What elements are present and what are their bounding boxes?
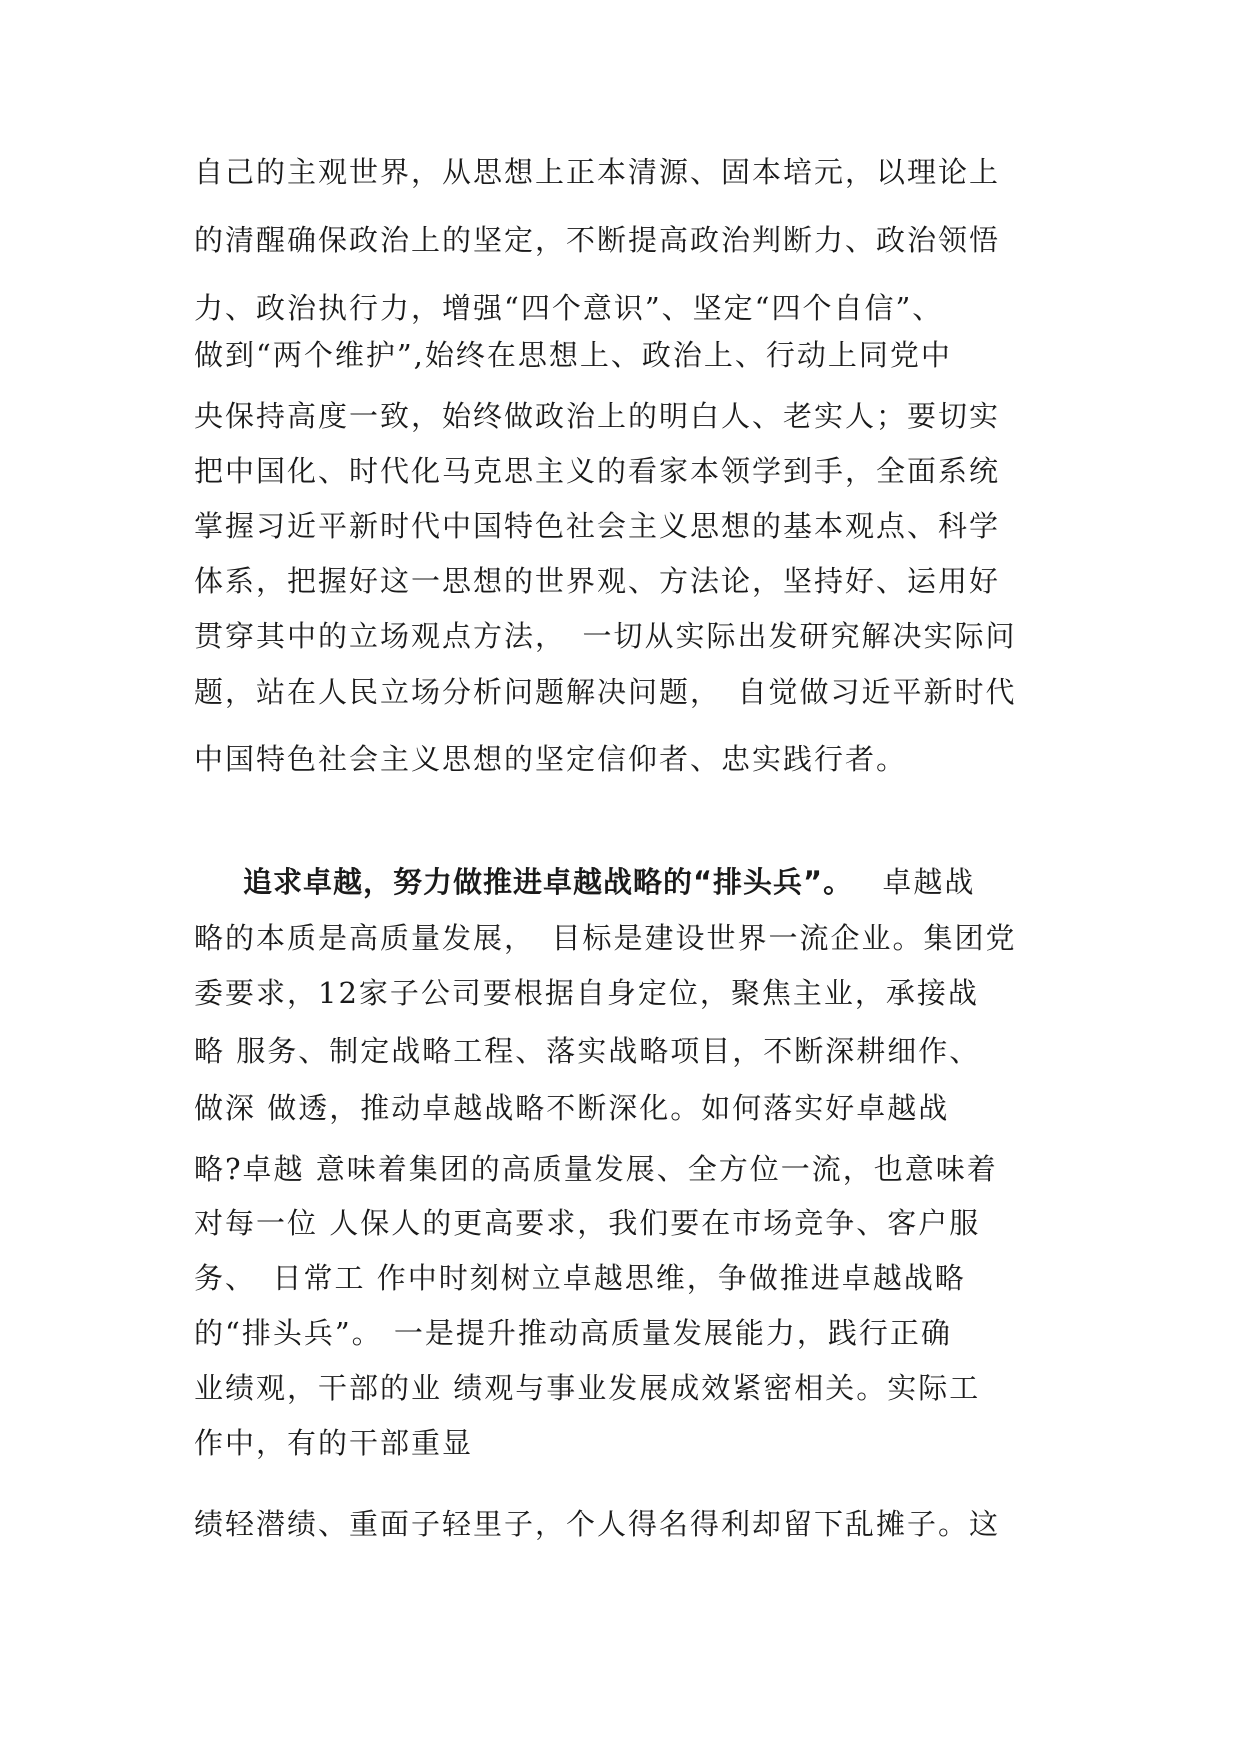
paragraph-2-line-11: 作中，有的干部重显 <box>194 1426 474 1460</box>
paragraph-1-line-4: 做到“两个维护”,始终在思想上、政治上、行动上同党中 <box>194 338 952 372</box>
paragraph-2-line-4: 略 服务、制定战略工程、落实战略项目，不断深耕细作、 <box>194 1034 981 1068</box>
paragraph-1-line-10: 题，站在人民立场分析问题解决问题， 自觉做习近平新时代 <box>194 675 1017 709</box>
paragraph-1-line-7: 掌握习近平新时代中国特色社会主义思想的基本观点、科学 <box>194 509 1001 543</box>
paragraph-1-line-11: 中国特色社会主义思想的坚定信仰者、忠实践行者。 <box>194 742 908 776</box>
paragraph-2-line-3: 委要求，12家子公司要根据自身定位，聚焦主业，承接战 <box>194 976 979 1010</box>
paragraph-1-line-5: 央保持高度一致，始终做政治上的明白人、老实人；要切实 <box>194 399 1001 433</box>
paragraph-2-line-5: 做深 做透，推动卓越战略不断深化。如何落实好卓越战 <box>194 1091 950 1125</box>
paragraph-2-line-6: 略?卓越 意味着集团的高质量发展、全方位一流，也意味着 <box>194 1152 998 1186</box>
paragraph-1-line-6: 把中国化、时代化马克思主义的看家本领学到手，全面系统 <box>194 454 1001 488</box>
paragraph-2-first-line-rest: 卓越战 <box>882 865 976 899</box>
section-heading: 追求卓越，努力做推进卓越战略的“排头兵”。 <box>243 865 854 899</box>
paragraph-2-line-10: 业绩观，干部的业 绩观与事业发展成效紧密相关。实际工 <box>194 1371 981 1405</box>
paragraph-1-line-8: 体系，把握好这一思想的世界观、方法论，坚持好、运用好 <box>194 564 1001 598</box>
paragraph-2-line-9: 的“排头兵”。 一是提升推动高质量发展能力，践行正确 <box>194 1316 952 1350</box>
paragraph-2-line-2: 略的本质是高质量发展， 目标是建设世界一流企业。集团党 <box>194 921 1017 955</box>
paragraph-2-line-8: 务、 日常工 作中时刻树立卓越思维，争做推进卓越战略 <box>194 1261 966 1295</box>
paragraph-1-line-2: 的清醒确保政治上的坚定，不断提高政治判断力、政治领悟 <box>194 223 1001 257</box>
paragraph-3-line-1: 绩轻潜绩、重面子轻里子，个人得名得利却留下乱摊子。这 <box>194 1507 1001 1541</box>
paragraph-1-line-1: 自己的主观世界，从思想上正本清源、固本培元，以理论上 <box>194 155 1001 189</box>
paragraph-2-first-line <box>243 862 1123 902</box>
paragraph-1-line-3: 力、政治执行力，增强“四个意识”、坚定“四个自信”、 <box>194 291 944 325</box>
paragraph-2-line-7: 对每一位 人保人的更高要求，我们要在市场竞争、客户服 <box>194 1206 981 1240</box>
paragraph-1-line-9: 贯穿其中的立场观点方法， 一切从实际出发研究解决实际问 <box>194 619 1017 653</box>
